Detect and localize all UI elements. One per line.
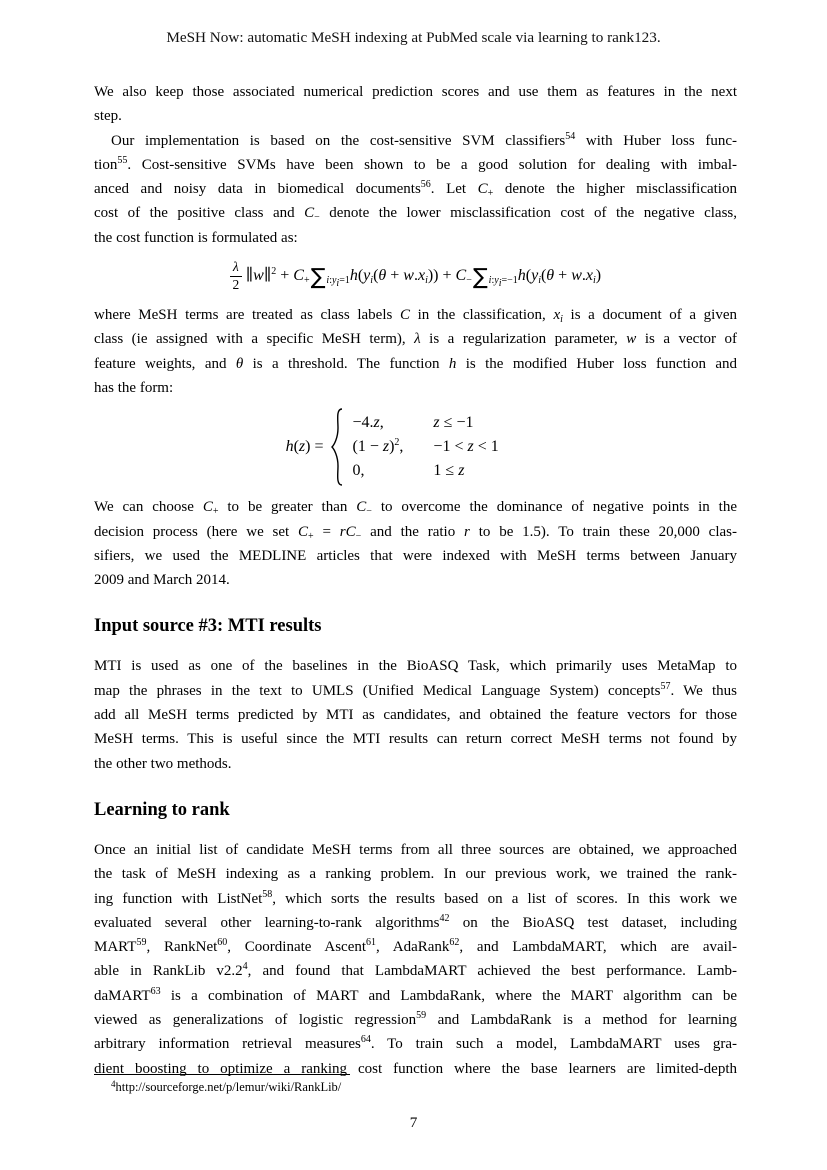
text-line: the task of MeSH indexing as a ranking problem. In our previous work, we trained the rank- (94, 866, 737, 883)
text-line: sifiers, we used the MEDLINE articles that were indexed with MeSH terms between January (94, 547, 737, 564)
superscript: 55 (117, 154, 128, 166)
math-variable: z (467, 438, 474, 456)
math-variable: $y_i$ (363, 266, 374, 286)
text-line: able in RankLib $v2.2^4$, and found that LambdaMART achieved the best performance. Lamb- (94, 961, 737, 980)
cases-grid (353, 411, 546, 484)
math-variable: z (433, 413, 440, 431)
paragraph (94, 654, 737, 775)
text-line: ing function with ListNet$^{58}$, which sorts the results based on a list of scores. In this work we (94, 888, 737, 907)
subscript: i (425, 274, 428, 286)
fraction (230, 260, 242, 293)
paragraph (94, 80, 737, 129)
case-condition: 1 ≤ z (433, 462, 465, 480)
paragraph (94, 495, 737, 592)
text-line: We can choose $C_+$ to be greater than $C_-$ to overcome the dominance of negative points in the (94, 499, 737, 518)
footnote (94, 1079, 737, 1096)
section-heading: Learning to rank (94, 799, 230, 820)
text-line: tion$^{55}$. Cost-sensitive SVMs have been shown to be a good solution for dealing with imbal- (94, 154, 737, 173)
subscript: + (212, 506, 219, 518)
fraction-denominator: 2 (232, 276, 240, 292)
equation-lhs: h(z) = (285, 438, 324, 456)
text-line: MART$^{59}$, RankNet$^{60}$, Coordinate Ascent$^{61}$, AdaRank$^{62}$, and LambdaMART, which are avail- (94, 937, 737, 956)
subscript: + (487, 188, 494, 200)
text-line: cost of the positive class and $C_-$ denote the lower misclassification cost of the negative class, (94, 205, 737, 224)
text-line: add all MeSH terms predicted by MTI as candidates, and obtained the feature vectors for those (94, 707, 737, 724)
text-line: We also keep those associated numerical prediction scores and use them as features in the next (94, 84, 737, 100)
text-line: where MeSH terms are treated as class labels C in the classification, $x_i$ is a document of a given (94, 307, 737, 326)
math-variable: C (455, 266, 467, 284)
subscript: − (366, 506, 372, 518)
superscript: 62 (449, 937, 460, 949)
superscript: 2 (271, 265, 277, 277)
math-variable: $y_i$ (331, 274, 340, 289)
math-variable: θ (378, 266, 387, 284)
subscript: i (498, 277, 502, 289)
math-variable: C (399, 307, 410, 324)
math-variable: θ (235, 355, 244, 372)
case-value: 0, (352, 462, 365, 480)
equation: $\frac{\lambda}{2}$ ∥w∥$^2$ + $C_+$ ∑ $_{i:y_i=1}h(y_i(\theta + w.x_i)) + C_-$ ∑ $_{i:y_i=-1}h(y_i(\theta + w.x_i)$ (94, 259, 737, 293)
math-variable: rC (339, 523, 356, 540)
text-line: MeSH terms. This is useful since the MTI results can return correct MeSH terms not found by (94, 731, 737, 748)
fraction-numerator: λ (230, 260, 242, 277)
text-line: 2009 and March 2014. (94, 572, 230, 589)
text-line: Our implementation is based on the cost-sensitive SVM classifiers$^{54}$ with Huber loss func- (111, 130, 737, 149)
superscript: 61 (366, 937, 377, 949)
math-variable: z (298, 438, 306, 456)
text-line: feature weights, and θ is a threshold. The function h is the modified Huber loss function and (94, 355, 737, 372)
superscript: 60 (217, 937, 228, 949)
text-line: dient boosting to optimize a ranking cost function where the base learners are limited-depth (94, 1060, 737, 1077)
page-body (94, 80, 737, 1081)
left-brace-icon (331, 408, 344, 486)
section-heading: Input source #3: MTI results (94, 616, 322, 637)
superscript: 58 (262, 888, 273, 900)
equation-segment: ∥w∥$^2$ + $C_+$ (245, 265, 310, 286)
math-variable: λ (414, 331, 421, 348)
subscript: i (592, 274, 596, 286)
superscript: 59 (416, 1010, 427, 1022)
math-variable: r (464, 523, 470, 540)
footnote-area (94, 1074, 737, 1096)
paragraph (94, 303, 737, 400)
text-line: the cost function is formulated as: (94, 229, 298, 246)
text-line: evaluated several other learning-to-rank algorithms$^{42}$ on the BioASQ test dataset, including (94, 912, 737, 931)
piecewise-equation (94, 408, 737, 486)
subscript: i (560, 314, 563, 326)
math-variable: $x_i$ (417, 266, 428, 286)
text-line: decision process (here we set $C_+ = rC_-$ and the ratio r to be 1.5). To train these 20,000 clas- (94, 523, 737, 542)
case-condition: z ≤ −1 (433, 413, 474, 431)
math-variable: θ (546, 266, 555, 284)
equation-segment: $_{i:y_i=-1}h(y_i(\theta + w.x_i)$ (488, 266, 602, 289)
subscript: i (370, 274, 374, 286)
case-value: $(1 - z)^2$, (352, 437, 404, 456)
math-variable: C (356, 499, 367, 516)
subscript: − (314, 212, 320, 224)
text-line: step. (94, 108, 122, 125)
text-line: arbitrary information retrieval measures$^{64}$. To train such a model, LambdaMART uses gra- (94, 1034, 737, 1053)
math-variable: z (382, 438, 390, 456)
text-line: has the form: (94, 379, 174, 396)
case-value: −4.z, (352, 413, 384, 431)
math-variable: z (373, 413, 380, 431)
superscript: 4 (242, 961, 248, 973)
text-line: MTI is used as one of the baselines in the BioASQ Task, which primarily uses MetaMap to (94, 658, 737, 675)
superscript: 63 (150, 985, 161, 997)
superscript: 42 (439, 912, 450, 924)
subscript: i (336, 277, 340, 289)
paragraph (94, 838, 737, 1081)
math-variable: h (285, 438, 294, 456)
text-line: viewed as generalizations of logistic regression$^{59}$ and LambdaRank is a method for learning (94, 1010, 737, 1029)
subscript: i (538, 274, 541, 286)
footnote-url: http://sourceforge.net/p/lemur/wiki/RankLib/ (115, 1080, 342, 1094)
footnote-rule (94, 1074, 350, 1075)
math-variable: C (304, 205, 315, 222)
math-variable: h (517, 266, 526, 284)
math-variable: z (458, 462, 465, 480)
subscript: + (308, 530, 314, 542)
math-variable: w (253, 266, 264, 284)
superscript: 57 (660, 680, 671, 692)
math-variable: $x_i$ (585, 266, 596, 286)
text-line: daMART$^{63}$ is a combination of MART and LambdaRank, where the MART algorithm can be (94, 985, 737, 1004)
math-variable: C (298, 523, 309, 540)
math-variable: C (477, 181, 488, 198)
subscript: i:yi=1 (326, 274, 350, 289)
paragraph (94, 129, 737, 250)
math-variable: $y_i$ (494, 274, 502, 289)
text-line: map the phrases in the text to UMLS (Unified Medical Language System) concepts$^{57}$. We thus (94, 680, 737, 699)
superscript: 59 (136, 937, 147, 949)
subscript: − (355, 530, 362, 542)
running-head: MeSH Now: automatic MeSH indexing at PubMed scale via learning to rank123. (166, 29, 661, 46)
superscript: 2 (394, 437, 400, 449)
page-number: 7 (409, 1114, 418, 1131)
math-variable: C (202, 499, 213, 516)
math-variable: C (293, 266, 304, 284)
math-variable: $y_i$ (531, 266, 541, 286)
math-variable: $x_i$ (553, 307, 563, 326)
footnote-marker: 4 (111, 1079, 116, 1089)
math-variable: h (349, 266, 358, 284)
text-line: anced and noisy data in biomedical documents$^{56}$. Let $C_+$ denote the higher misclassification (94, 179, 737, 200)
text-line: class (ie assigned with a specific MeSH term), λ is a regularization parameter, w is a vector of (94, 331, 737, 348)
text-line: the other two methods. (94, 755, 232, 772)
subscript: + (303, 274, 310, 286)
case-condition: −1 < z < 1 (433, 438, 499, 456)
math-variable: i (326, 274, 330, 286)
math-variable: w (626, 331, 637, 348)
text-line: Once an initial list of candidate MeSH terms from all three sources are obtained, we approached (94, 841, 737, 858)
superscript: 54 (565, 130, 576, 142)
math-variable: w (571, 266, 582, 284)
math-variable: i (488, 274, 492, 286)
math-variable: h (448, 355, 457, 372)
subscript: i:yi=−1 (488, 274, 518, 289)
equation-segment: $_{i:y_i=1}h(y_i(\theta + w.x_i)) + C_-$ (326, 266, 472, 289)
subscript: − (466, 274, 472, 286)
superscript: 64 (360, 1034, 371, 1046)
math-variable: w (403, 266, 414, 284)
superscript: 56 (420, 179, 431, 191)
